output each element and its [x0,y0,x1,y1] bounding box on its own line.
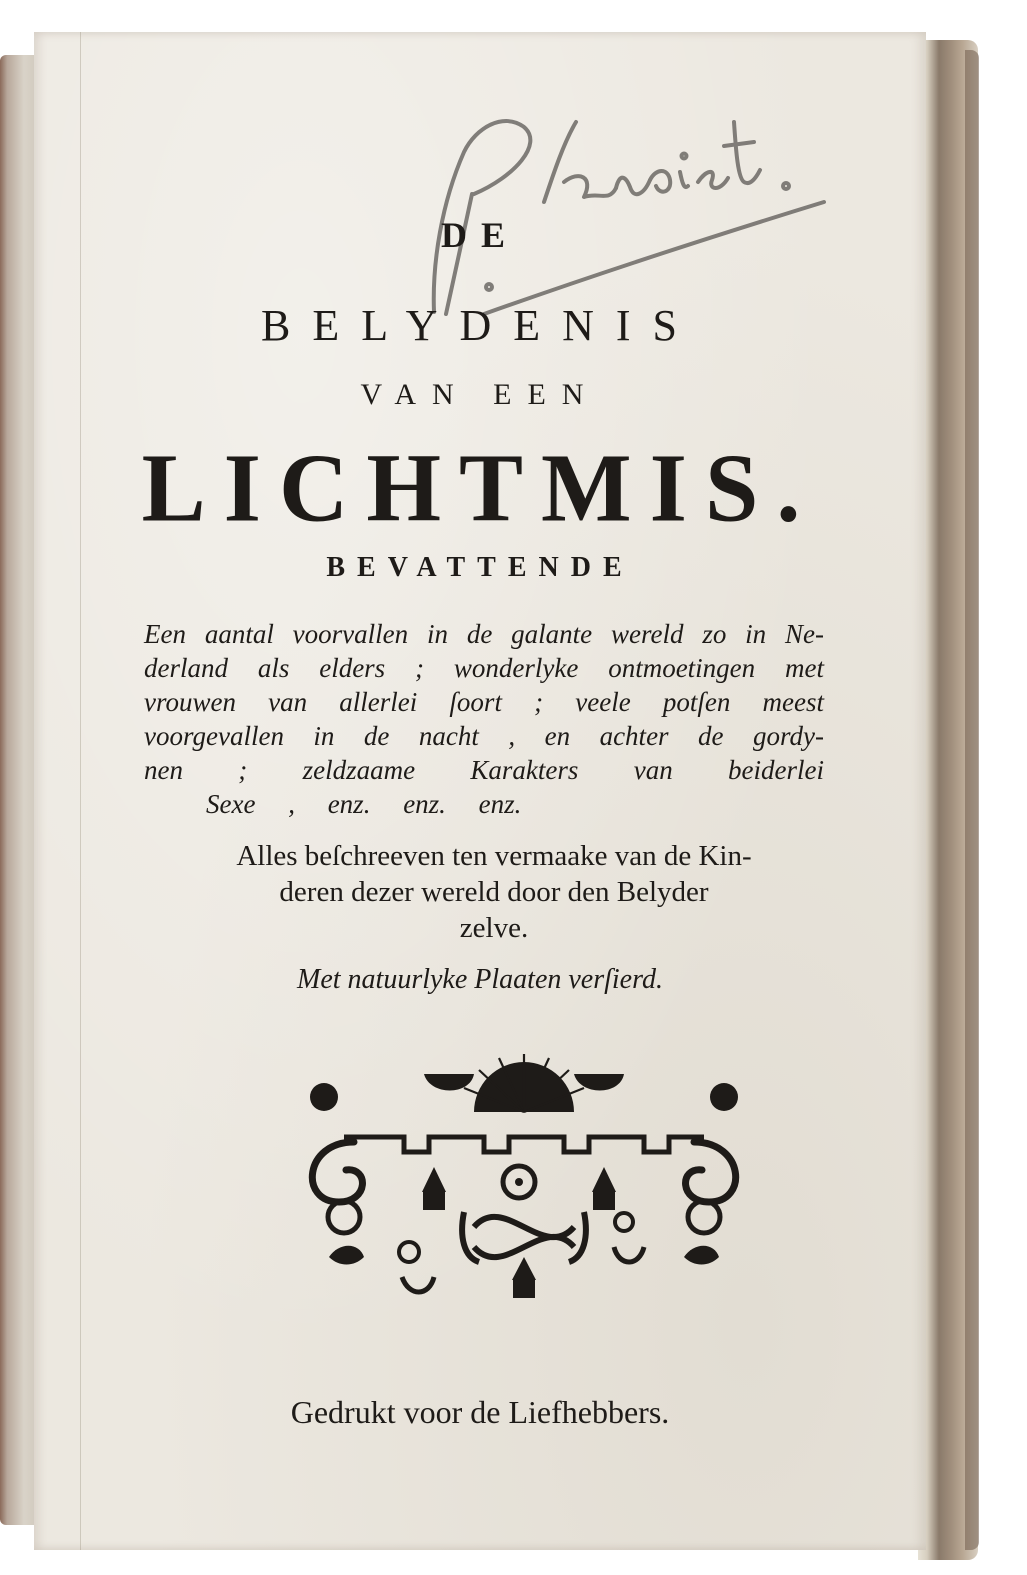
title-lichtmis: LICHTMIS. [141,432,819,543]
woodcut-ornament [284,1052,764,1322]
description-line: Sexe , enz. enz. enz. [206,789,522,819]
title-page [34,32,926,1550]
title-bevattende: BEVATTENDE [326,552,634,583]
description-line: vrouwen van allerlei ſoort ; veele potſen meest [144,687,824,717]
title-van-een: VAN EEN [360,378,600,411]
title-de: DE [440,215,519,255]
title-belydenis: BELYDENIS [260,301,700,350]
authorship-block [184,838,804,946]
authorship-line: Alles beſchreeven ten vermaake van de Kin- [236,840,752,872]
imprint: Gedrukt voor de Liefhebbers. [290,1394,670,1430]
authorship-line: zelve. [459,912,529,944]
description-line: voorgevallen in de nacht , en achter de gordy- [144,721,824,751]
handwritten-signature [394,82,834,322]
description-line: nen ; zeldzaame Karakters van beiderlei [144,755,824,785]
cover-edge [965,50,979,1550]
description-block [144,617,824,821]
description-line: derland als elders ; wonderlyke ontmoetingen met [144,653,824,683]
gutter-line [80,32,81,1550]
plates-note: Met natuurlyke Plaaten verſierd. [297,964,663,995]
authorship-line: deren dezer wereld door den Belyder [279,876,709,908]
description-line: Een aantal voorvallen in de galante wereld zo in Ne- [144,619,824,649]
